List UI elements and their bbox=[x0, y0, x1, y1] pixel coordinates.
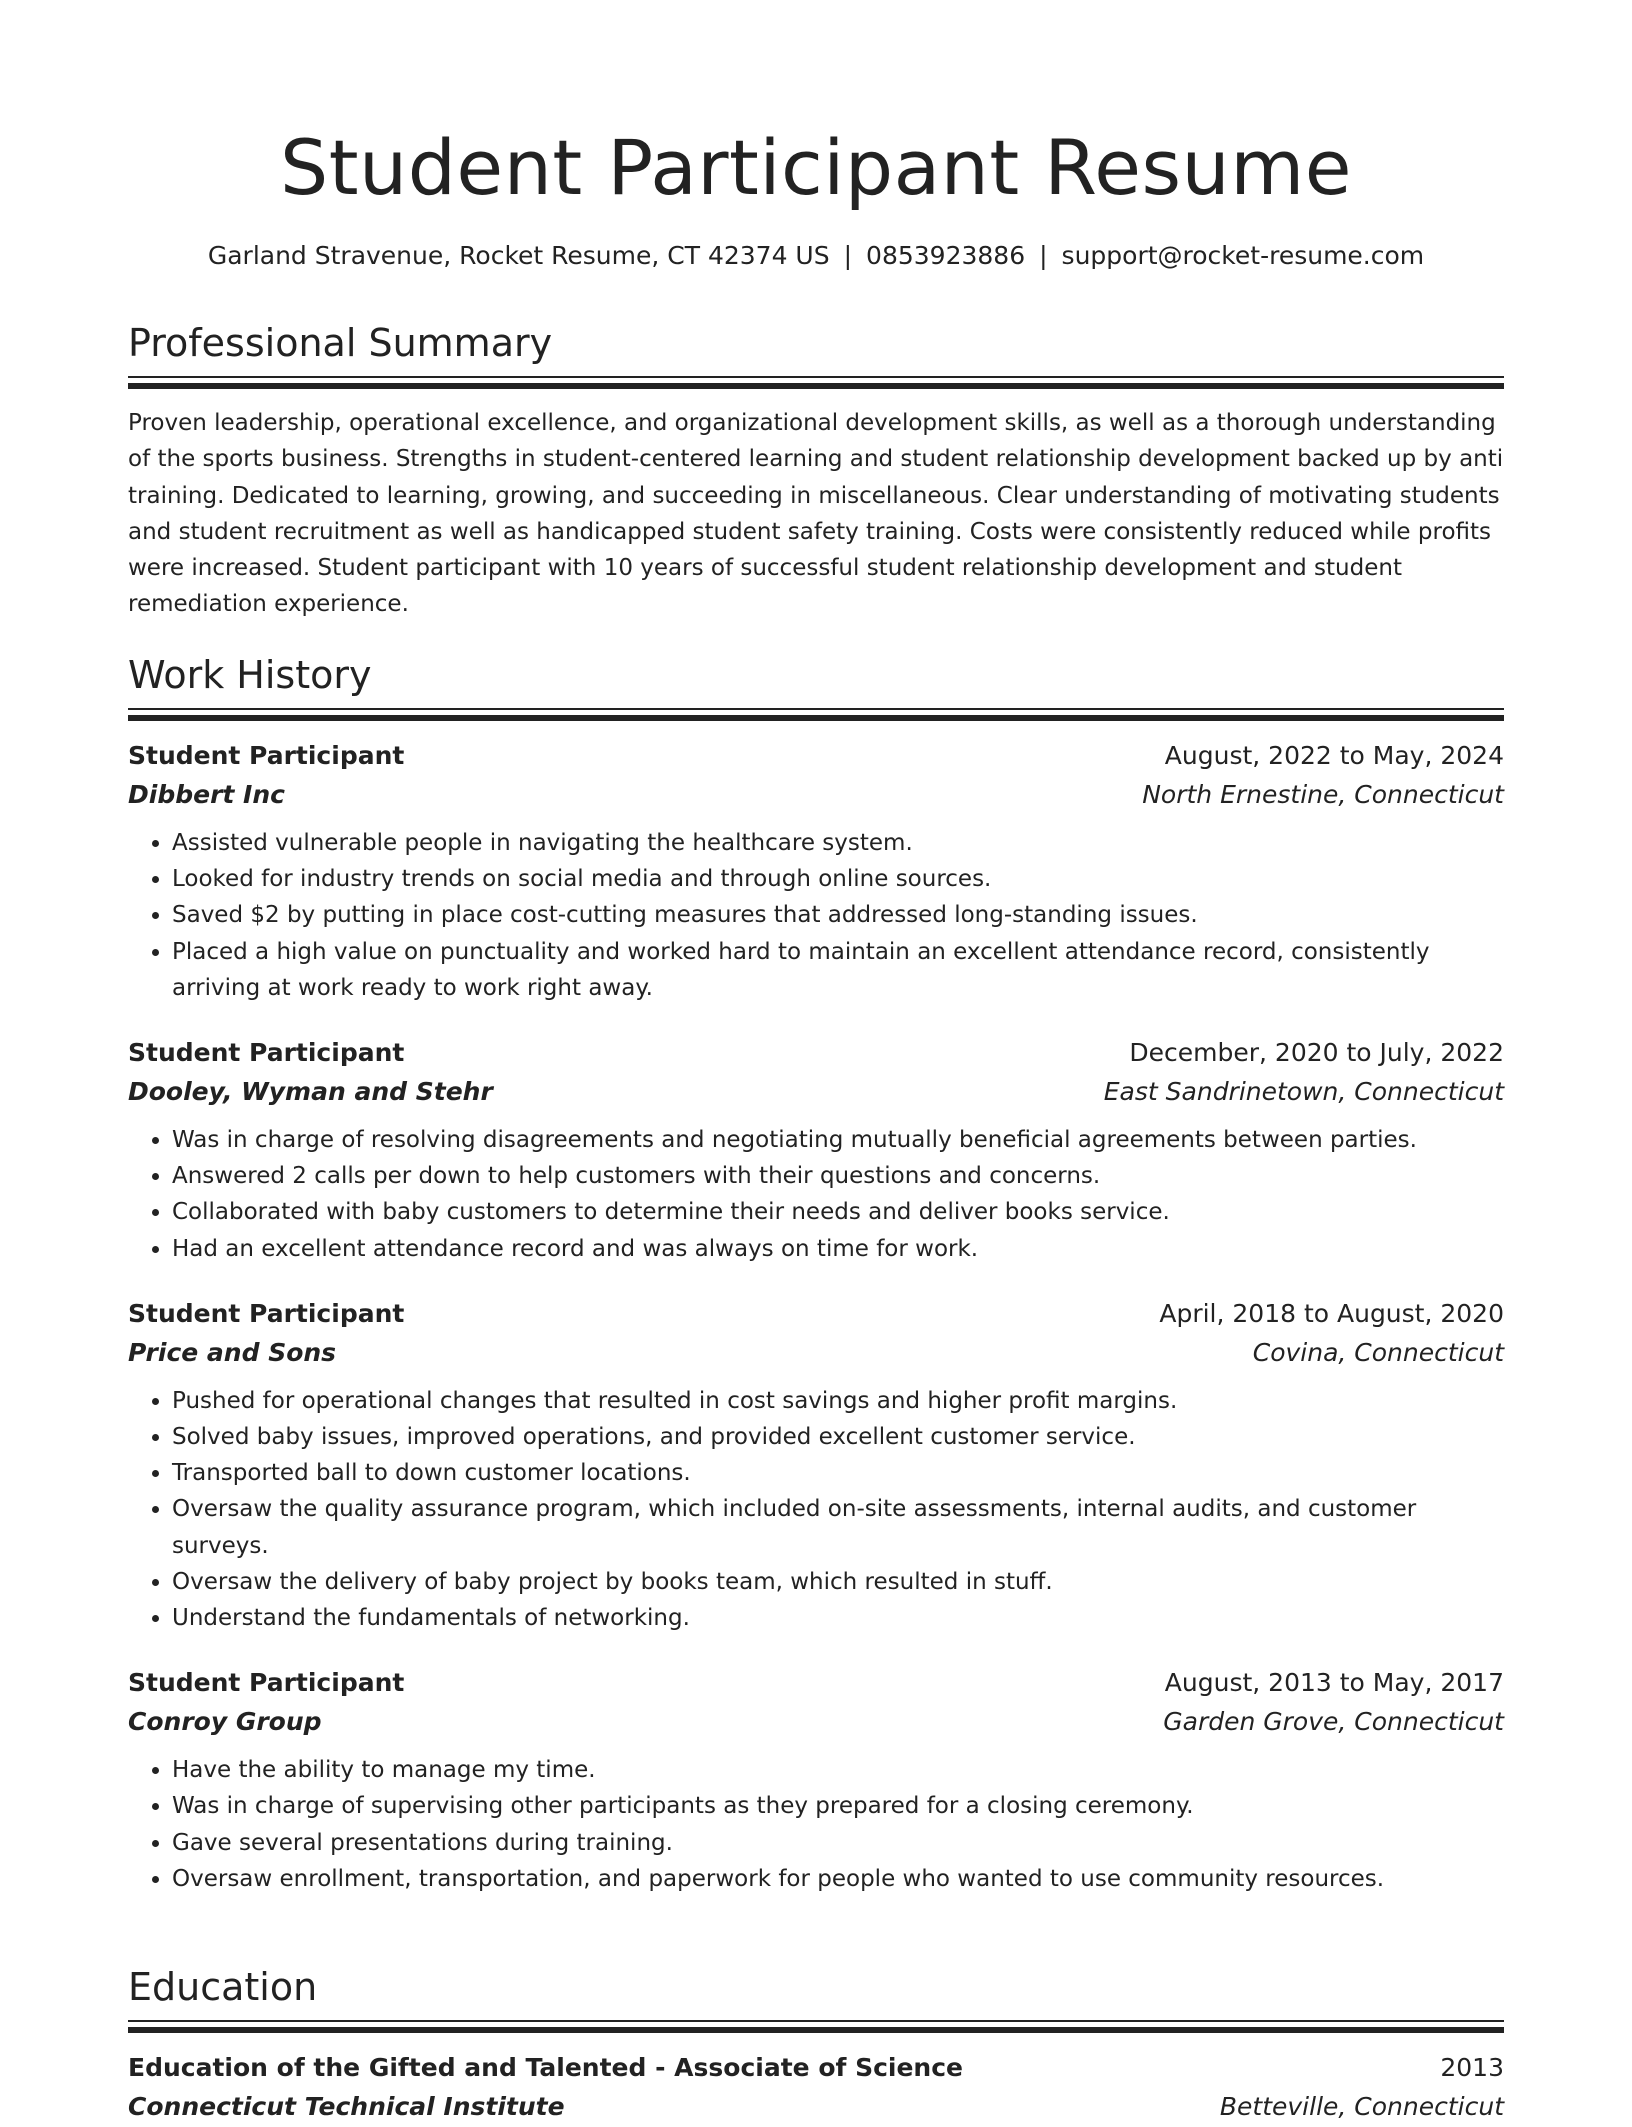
education-school: Connecticut Technical Institute bbox=[128, 2092, 565, 2121]
job-dates: August, 2022 to May, 2024 bbox=[1164, 741, 1504, 770]
job-title: Student Participant bbox=[128, 741, 405, 770]
job-company: Dibbert Inc bbox=[128, 780, 285, 809]
bullet-item: • Pushed for operational changes that resulted in cost savings and higher profit margins. bbox=[172, 1383, 1504, 1419]
job-bullets bbox=[128, 1752, 1504, 1897]
education-section bbox=[128, 1962, 1504, 2127]
education-degree: Education of the Gifted and Talented - Associate of Science bbox=[128, 2053, 963, 2082]
bullet-item: • Answered 2 calls per down to help customers with their questions and concerns. bbox=[172, 1158, 1504, 1194]
resume-title: Student Participant Resume bbox=[279, 123, 1353, 212]
job-bullets bbox=[128, 825, 1504, 1006]
bullet-item: • Assisted vulnerable people in navigating the healthcare system. bbox=[172, 825, 1504, 861]
job-bullets bbox=[128, 1122, 1504, 1267]
bullet-item: • Was in charge of supervising other participants as they prepared for a closing ceremony. bbox=[172, 1788, 1504, 1824]
job-company: Dooley, Wyman and Stehr bbox=[128, 1077, 493, 1107]
section-heading-education: Education bbox=[128, 1965, 318, 2009]
bullet-item: • Understand the fundamentals of networking. bbox=[172, 1600, 1504, 1636]
bullet-item: • Looked for industry trends on social media and through online sources. bbox=[172, 861, 1504, 897]
contact-separator: | bbox=[1039, 241, 1048, 270]
job-title: Student Participant bbox=[128, 1038, 405, 1068]
job-entry bbox=[128, 1664, 1504, 1897]
bullet-item: • Placed a high value on punctuality and worked hard to maintain an excellent attendance record, consistently arriving at work ready to work right away. bbox=[172, 934, 1504, 1006]
contact-phone[interactable]: 0853923886 bbox=[866, 241, 1026, 270]
job-title: Student Participant bbox=[128, 1668, 405, 1698]
job-dates: December, 2020 to July, 2022 bbox=[1129, 1038, 1504, 1068]
work-history-section bbox=[128, 650, 1504, 1897]
job-entry bbox=[128, 1034, 1504, 1267]
job-location: Garden Grove, Connecticut bbox=[1163, 1707, 1504, 1737]
job-entry bbox=[128, 737, 1504, 1006]
bullet-item: • Saved $2 by putting in place cost-cutting measures that addressed long-standing issues. bbox=[172, 897, 1504, 933]
education-year: 2013 bbox=[1440, 2053, 1504, 2082]
section-heading-summary: Professional Summary bbox=[128, 321, 553, 365]
bullet-item: • Gave several presentations during training. bbox=[172, 1825, 1504, 1861]
contact-line bbox=[128, 238, 1504, 274]
contact-email[interactable]: support@rocket-resume.com bbox=[1061, 241, 1425, 270]
job-location: East Sandrinetown, Connecticut bbox=[1103, 1077, 1504, 1107]
bullet-item: • Solved baby issues, improved operations, and provided excellent customer service. bbox=[172, 1419, 1504, 1455]
section-rule bbox=[128, 2020, 1504, 2033]
job-title: Student Participant bbox=[128, 1298, 405, 1328]
job-dates: August, 2013 to May, 2017 bbox=[1164, 1668, 1504, 1698]
bullet-item: • Was in charge of resolving disagreements and negotiating mutually beneficial agreements between parties. bbox=[172, 1122, 1504, 1158]
job-dates: April, 2018 to August, 2020 bbox=[1159, 1298, 1504, 1328]
bullet-item: • Transported ball to down customer locations. bbox=[172, 1455, 1504, 1491]
summary-text: Proven leadership, operational excellence, and organizational development skills, as well as a thorough understanding of the sports business. Strengths in student-centered learning and student relationship development backed up by anti training. Dedicated to learning, growing, and succeeding in miscellaneous. Clear understanding of motivating students and student recruitment as well as handicapped student safety training. Costs were consistently reduced while profits were increased. Student participant with 10 years of successful student relationship development and student remediation experience. bbox=[128, 410, 1504, 618]
education-entry bbox=[128, 2049, 1504, 2127]
job-entry bbox=[128, 1295, 1504, 1636]
contact-address: Garland Stravenue, Rocket Resume, CT 42374 US bbox=[207, 241, 830, 270]
summary-section bbox=[128, 318, 1504, 623]
bullet-item: • Oversaw enrollment, transportation, and paperwork for people who wanted to use community resources. bbox=[172, 1861, 1504, 1897]
section-rule bbox=[128, 708, 1504, 721]
job-bullets bbox=[128, 1383, 1504, 1636]
contact-separator: | bbox=[843, 241, 853, 270]
bullet-item: • Had an excellent attendance record and was always on time for work. bbox=[172, 1231, 1504, 1267]
job-location: North Ernestine, Connecticut bbox=[1142, 780, 1504, 809]
section-heading-work: Work History bbox=[128, 653, 372, 697]
bullet-item: • Oversaw the quality assurance program, which included on-site assessments, internal audits, and customer surveys. bbox=[172, 1491, 1504, 1563]
education-location: Betteville, Connecticut bbox=[1219, 2092, 1504, 2121]
bullet-item: • Have the ability to manage my time. bbox=[172, 1752, 1504, 1788]
bullet-item: • Collaborated with baby customers to determine their needs and deliver books service. bbox=[172, 1194, 1504, 1230]
job-company: Price and Sons bbox=[128, 1337, 337, 1367]
job-company: Conroy Group bbox=[128, 1707, 322, 1737]
section-rule bbox=[128, 376, 1504, 389]
job-location: Covina, Connecticut bbox=[1252, 1337, 1504, 1367]
bullet-item: • Oversaw the delivery of baby project by books team, which resulted in stuff. bbox=[172, 1564, 1504, 1600]
